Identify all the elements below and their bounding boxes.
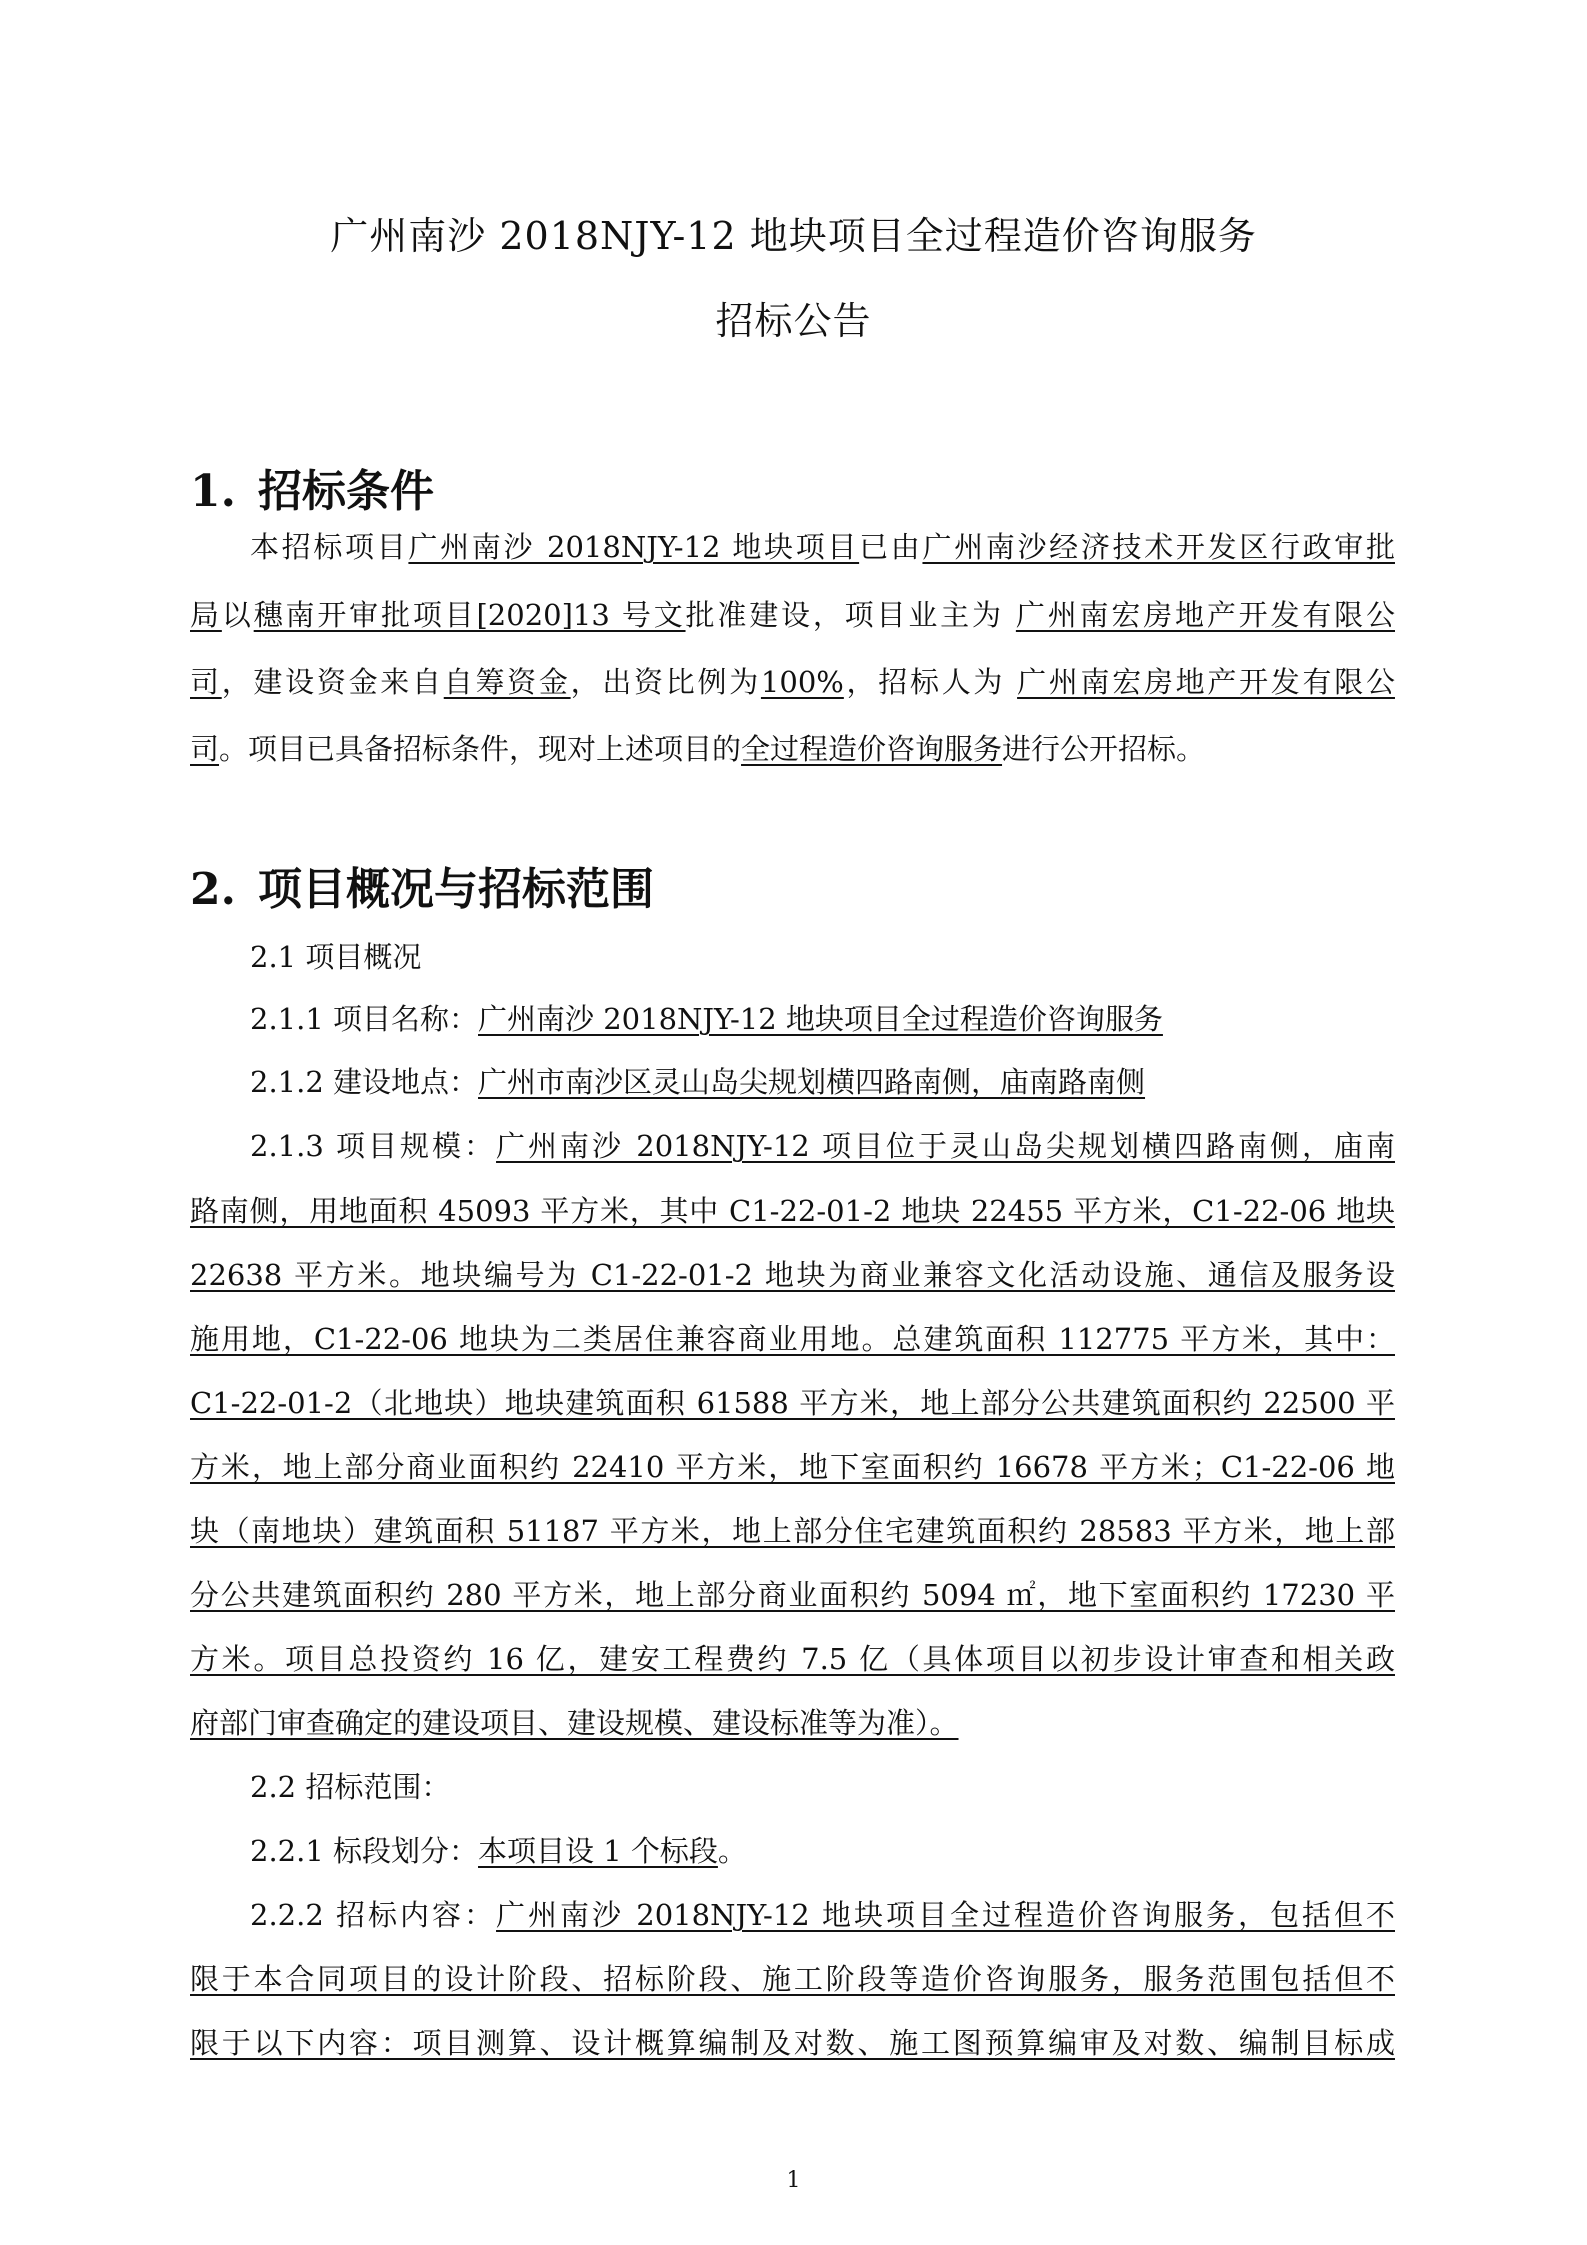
section-2-text-run: 广州南沙 2018NJY-12 项目位于灵山岛尖规划横四路南侧，庙南 — [496, 1129, 1395, 1163]
section-2-line — [190, 1959, 1395, 1999]
section-2-text-run: 施用地，C1-22-06 地块为二类居住兼容商业用地。总建筑面积 112775 平方米，其中： — [190, 1322, 1395, 1356]
section-2-line — [190, 1639, 1395, 1679]
section-2-line — [250, 1895, 1395, 1935]
document-title: 广州南沙 2018NJY-12 地块项目全过程造价咨询服务 — [330, 214, 1257, 258]
document-subtitle: 招标公告 — [715, 299, 872, 343]
section-1-text-run: ，出资比例为 — [570, 665, 761, 699]
section-2-text-run: C1-22-01-2（北地块）地块建筑面积 61588 平方米，地上部分公共建筑面积约 22500 平 — [190, 1386, 1395, 1420]
section-1-text-run: 广州南宏房地产开发有限公 — [1015, 598, 1395, 632]
section-2-line — [250, 1126, 1395, 1166]
section-1-line — [190, 662, 1395, 702]
section-1-text-run: 进行公开招标。 — [1002, 732, 1206, 766]
section-1-text-run: 广州南宏房地产开发有限公 — [1017, 665, 1395, 699]
section-2-line — [190, 1447, 1395, 1487]
section-2-text-run: 路南侧，用地面积 45093 平方米，其中 C1-22-01-2 地块 22455 平方米，C1-22-06 地块 — [190, 1194, 1395, 1228]
section-1-title: 招标条件 — [258, 466, 434, 517]
section-2-text-run: 2.1.2 建设地点： — [250, 1065, 479, 1099]
section-1-text-run: ，建设资金来自 — [221, 665, 444, 699]
section-1-text-run: 本招标项目 — [250, 530, 409, 564]
section-1-number: 1. — [190, 466, 236, 517]
section-2-line — [250, 1831, 747, 1871]
section-2-text-run: 22638 平方米。地块编号为 C1-22-01-2 地块为商业兼容文化活动设施、通信及服务设 — [190, 1258, 1395, 1292]
section-2-line — [190, 1191, 1395, 1231]
section-2-line — [190, 1511, 1395, 1551]
section-2-line — [250, 937, 421, 977]
section-1-text-run: 司 — [190, 665, 222, 699]
section-2-text-run: 2.1.3 项目规模： — [250, 1129, 497, 1163]
section-1-text-run: 自筹资金 — [443, 665, 571, 699]
section-2-text-run: 方米。项目总投资约 16 亿，建安工程费约 7.5 亿（具体项目以初步设计审查和相关政 — [190, 1642, 1395, 1676]
section-1-heading — [190, 455, 434, 519]
section-2-text-run: 2.1.1 项目名称： — [250, 1002, 479, 1036]
section-1-text-run: 全过程造价咨询服务 — [741, 732, 1003, 766]
section-2-text-run: 本项目设 1 个标段 — [478, 1834, 718, 1868]
section-2-text-run: 限于本合同项目的设计阶段、招标阶段、施工阶段等造价咨询服务，服务范围包括但不 — [190, 1962, 1395, 1996]
page-number: 1 — [786, 2168, 801, 2193]
section-2-text-run: 府部门审查确定的建设项目、建设规模、建设标准等为准）。 — [190, 1706, 959, 1740]
section-1-text-run: ，招标人为 — [843, 665, 1018, 699]
section-2-text-run: 块（南地块）建筑面积 51187 平方米，地上部分住宅建筑面积约 28583 平方米，地上部 — [190, 1514, 1395, 1548]
section-2-line — [190, 1575, 1395, 1615]
section-2-line — [250, 999, 1163, 1039]
section-2-text-run: 2.2 招标范围： — [250, 1770, 451, 1804]
section-2-text-run: 2.2.2 招标内容： — [250, 1898, 497, 1932]
section-1-text-run: 批准建设，项目业主为 — [685, 598, 1016, 632]
section-2-text-run: 方米，地上部分商业面积约 22410 平方米，地下室面积约 16678 平方米；C1-22-06 地 — [190, 1450, 1395, 1484]
section-2-text-run: 限于以下内容：项目测算、设计概算编制及对数、施工图预算编审及对数、编制目标成 — [190, 2026, 1395, 2060]
section-2-text-run: 广州市南沙区灵山岛尖规划横四路南侧，庙南路南侧 — [478, 1065, 1146, 1099]
section-2-text-run: 2.1 项目概况 — [250, 940, 422, 974]
section-1-text-run: 穗南开审批项目[2020]13 号文 — [253, 598, 686, 632]
section-2-text-run: 。 — [717, 1834, 747, 1868]
section-2-line — [190, 2023, 1395, 2063]
section-2-line — [190, 1255, 1395, 1295]
section-2-line — [190, 1319, 1395, 1359]
section-2-line — [250, 1767, 450, 1807]
section-1-text-run: 广州南沙经济技术开发区行政审批 — [922, 530, 1395, 564]
section-1-text-run: 。项目已具备招标条件，现对上述项目的 — [219, 732, 742, 766]
section-1-text-run: 已由 — [859, 530, 923, 564]
section-1-text-run: 100% — [760, 665, 844, 699]
section-1-text-run: 以 — [221, 598, 254, 632]
section-2-text-run: 广州南沙 2018NJY-12 地块项目全过程造价咨询服务 — [478, 1002, 1163, 1036]
section-1-line — [190, 729, 1205, 769]
section-2-line — [250, 1062, 1145, 1102]
section-2-text-run: 广州南沙 2018NJY-12 地块项目全过程造价咨询服务，包括但不 — [496, 1898, 1395, 1932]
section-1-text-run: 局 — [190, 598, 222, 632]
section-2-text-run: 2.2.1 标段划分： — [250, 1834, 479, 1868]
section-1-text-run: 广州南沙 2018NJY-12 地块项目 — [408, 530, 860, 564]
section-2-title: 项目概况与招标范围 — [258, 864, 654, 915]
section-1-line — [190, 595, 1395, 635]
section-2-line — [190, 1383, 1395, 1423]
section-2-line — [190, 1703, 959, 1743]
section-2-heading — [190, 853, 654, 917]
section-1-text-run: 司 — [190, 732, 220, 766]
section-2-number: 2. — [190, 864, 236, 915]
section-1-line — [250, 527, 1395, 567]
section-2-text-run: 分公共建筑面积约 280 平方米，地上部分商业面积约 5094 ㎡，地下室面积约 17230 平 — [190, 1578, 1395, 1612]
